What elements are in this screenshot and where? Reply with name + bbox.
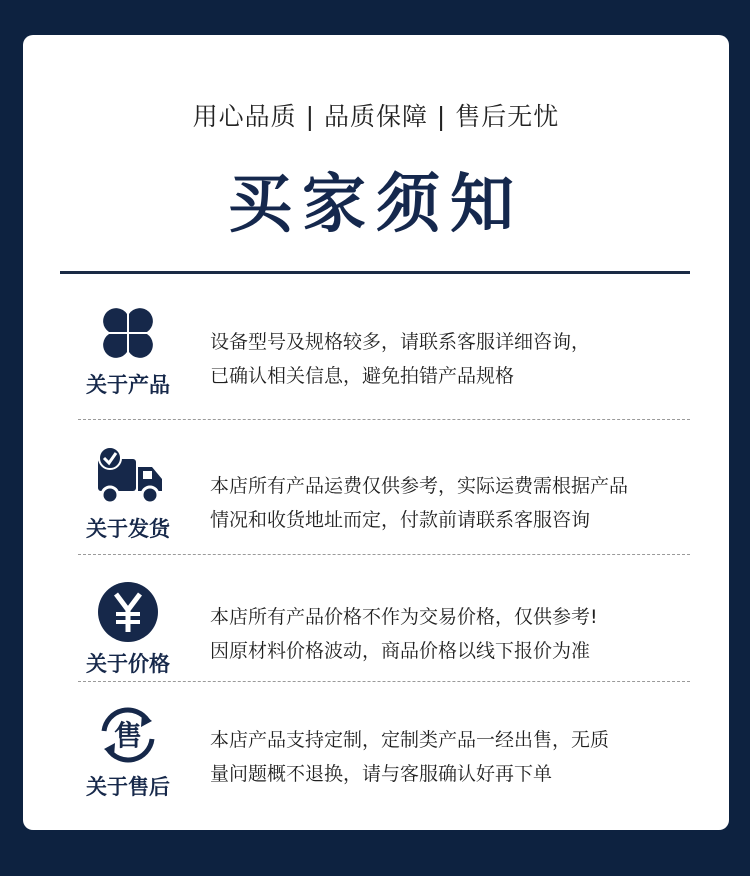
section-text-line: 因原材料价格波动，商品价格以线下报价为准 (210, 640, 591, 662)
dashed-divider (78, 681, 690, 682)
section-text-line: 本店所有产品运费仅供参考，实际运费需根据产品 (210, 475, 629, 497)
after-sale-icon-char: 售 (113, 719, 143, 752)
section-text-line: 情况和收货地址而定，付款前请联系客服咨询 (210, 509, 591, 531)
after-sale-icon (96, 703, 160, 767)
section-after-sales (60, 703, 690, 823)
section-label: 关于价格 (86, 652, 170, 676)
dashed-divider (78, 419, 690, 420)
section-product (60, 301, 690, 421)
page-title: 买家须知 (228, 168, 524, 242)
section-label: 关于售后 (86, 775, 170, 799)
section-shipping (60, 445, 690, 565)
divider-rule (60, 271, 690, 274)
yen-icon (96, 580, 160, 644)
truck-icon (96, 445, 160, 509)
section-text-line: 本店产品支持定制，定制类产品一经出售，无质 (210, 729, 610, 751)
section-text-line: 已确认相关信息，避免拍错产品规格 (210, 365, 515, 387)
section-text-line: 本店所有产品价格不作为交易价格，仅供参考! (210, 606, 598, 628)
notice-card (23, 35, 729, 830)
section-text-line: 量问题概不退换，请与客服确认好再下单 (210, 763, 553, 785)
section-label: 关于发货 (86, 517, 170, 541)
tagline: 用心品质 | 品质保障 | 售后无忧 (192, 102, 560, 131)
section-label: 关于产品 (86, 373, 170, 397)
clover-icon (96, 301, 160, 365)
dashed-divider (78, 554, 690, 555)
section-price (60, 580, 690, 700)
section-text-line: 设备型号及规格较多，请联系客服详细咨询， (210, 331, 591, 353)
